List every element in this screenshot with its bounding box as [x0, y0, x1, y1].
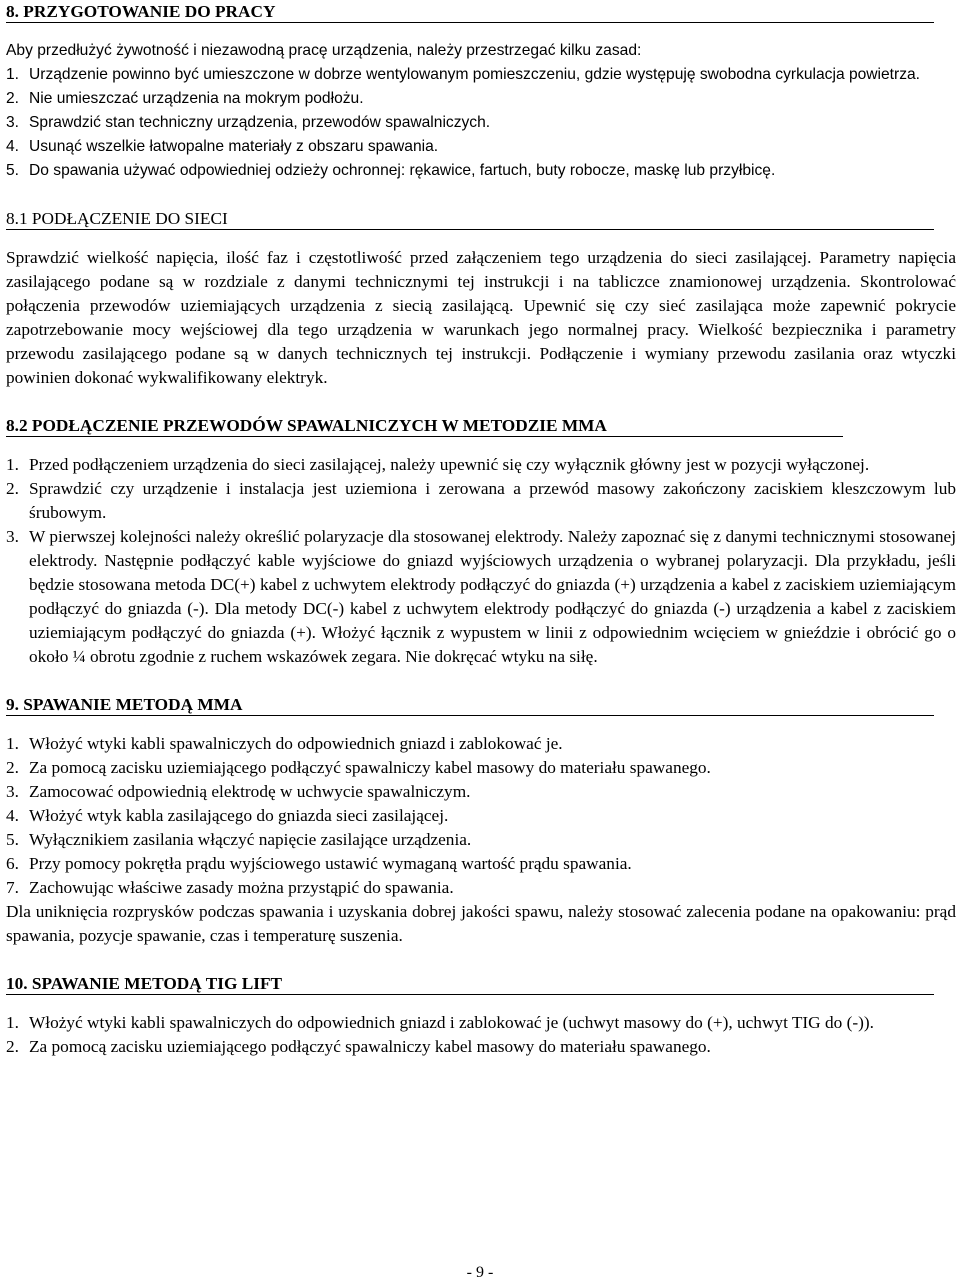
list-item: 1. Włożyć wtyki kabli spawalniczych do odpowiednich gniazd i zablokować je. — [6, 734, 563, 753]
section-8-1-paragraph: Sprawdzić wielkość napięcia, ilość faz i częstotliwość przed załączeniem tego urządzenia do sieci zasilającej. Parametry napięcia zasilającego podane są w rozdziale z danymi technicznymi tej instrukcji i na tabliczce znamionowej urządzenia. Skontrolować połączenia przewodów uziemiających urządzenia z siecią zasilającą. Upewnić się czy sieć zasilająca może zapewnić pokrycie zapotrzebowanie mocy wejściowej dla tego urządzenia w warunkach jego normalnej pracy. Wielkość bezpiecznika i parametry przewodu zasilającego podane są w danych technicznych tej instrukcji. Podłączenie i wymiany przewodu zasilania oraz wtyczki powinien dokonać wykwalifikowany elektryk. — [6, 248, 956, 387]
list-item: 3. Sprawdzić stan techniczny urządzenia, przewodów spawalniczych. — [6, 114, 491, 131]
list-item: 1. Przed podłączeniem urządzenia do sieci zasilającej, należy upewnić się czy wyłącznik główny jest w pozycji wyłączonej. — [6, 455, 870, 474]
list-item: 7. Zachowując właściwe zasady można przystąpić do spawania. — [6, 878, 454, 897]
section-heading-9: 9. SPAWANIE METODĄ MMA — [6, 693, 934, 716]
list-item: 6. Przy pomocy pokrętła prądu wyjściowego ustawić wymaganą wartość prądu spawania. — [6, 854, 632, 873]
list-item: 4. Usunąć wszelkie łatwopalne materiały z obszaru spawania. — [6, 138, 439, 155]
list-item: 5. Do spawania używać odpowiedniej odzieży ochronnej: rękawice, fartuch, buty robocze, maskę lub przyłbicę. — [6, 162, 776, 179]
list-item: 1. Urządzenie powinno być umieszczone w dobrze wentylowanym pomieszczeniu, gdzie występuję swobodna cyrkulacja powietrza. — [6, 66, 921, 83]
list-item: 2. Sprawdzić czy urządzenie i instalacja jest uziemiona i zerowana a przewód masowy zakończony zaciskiem kleszczowym lub śrubowym. — [6, 479, 956, 522]
section-heading-10: 10. SPAWANIE METODĄ TIG LIFT — [6, 972, 934, 995]
document-page — [6, 0, 956, 1059]
section-10-list — [6, 1011, 956, 1059]
section-9-closing: Dla uniknięcia rozprysków podczas spawania i uzyskania dobrej jakości spawu, należy stosować zalecenia podane na opakowaniu: prąd spawania, pozycje spawanie, czas i temperaturę suszenia. — [6, 902, 956, 945]
list-item: 3. W pierwszej kolejności należy określić polaryzacje dla stosowanej elektrody. Należy zapoznać się z danymi technicznymi stosowanej elektrody. Następnie podłączyć kable wyjściowe do gniazd wyjściowych urządzenia o wybranej polaryzacji. Dla przykładu, jeśli będzie stosowana metoda DC(+) kabel z uchwytem elektrody podłączyć do gniazda (+) urządzenia a kabel z zaciskiem uziemiającym podłączyć do gniazda (-). Dla metody DC(-) kabel z uchwytem elektrody podłączyć do gniazda (-) urządzenia a kabel z zaciskiem uziemiającym podłączyć do gniazda (+). Włożyć łącznik z wypustem w linii z odpowiednim wcięciem w gnieździe i obrócić go o około ¼ obrotu zgodnie z ruchem wskazówek zegara. Nie dokręcać wtyku na siłę. — [6, 527, 956, 666]
section-heading-8-2: 8.2 PODŁĄCZENIE PRZEWODÓW SPAWALNICZYCH W METODZIE MMA — [6, 414, 843, 437]
list-item: 3. Zamocować odpowiednią elektrodę w uchwycie spawalniczym. — [6, 782, 471, 801]
section-8-list — [6, 63, 956, 183]
list-item: 2. Za pomocą zacisku uziemiającego podłączyć spawalniczy kabel masowy do materiału spawanego. — [6, 1037, 711, 1056]
list-item: 5. Wyłącznikiem zasilania włączyć napięcie zasilające urządzenia. — [6, 830, 472, 849]
section-8-intro: Aby przedłużyć żywotność i niezawodną pracę urządzenia, należy przestrzegać kilku zasad: — [6, 42, 642, 59]
section-heading-8-1: 8.1 PODŁĄCZENIE DO SIECI — [6, 207, 934, 230]
page-number: - 9 - — [466, 1264, 494, 1281]
list-item: 4. Włożyć wtyk kabla zasilającego do gniazda sieci zasilającej. — [6, 806, 449, 825]
list-item: 1. Włożyć wtyki kabli spawalniczych do odpowiednich gniazd i zablokować je (uchwyt masowy do (+), uchwyt TIG do (-)). — [6, 1013, 874, 1032]
section-9-list — [6, 732, 956, 900]
section-heading-8: 8. PRZYGOTOWANIE DO PRACY — [6, 0, 934, 23]
list-item: 2. Nie umieszczać urządzenia na mokrym podłożu. — [6, 90, 364, 107]
list-item: 2. Za pomocą zacisku uziemiającego podłączyć spawalniczy kabel masowy do materiału spawanego. — [6, 758, 711, 777]
section-8-2-list — [6, 453, 956, 669]
